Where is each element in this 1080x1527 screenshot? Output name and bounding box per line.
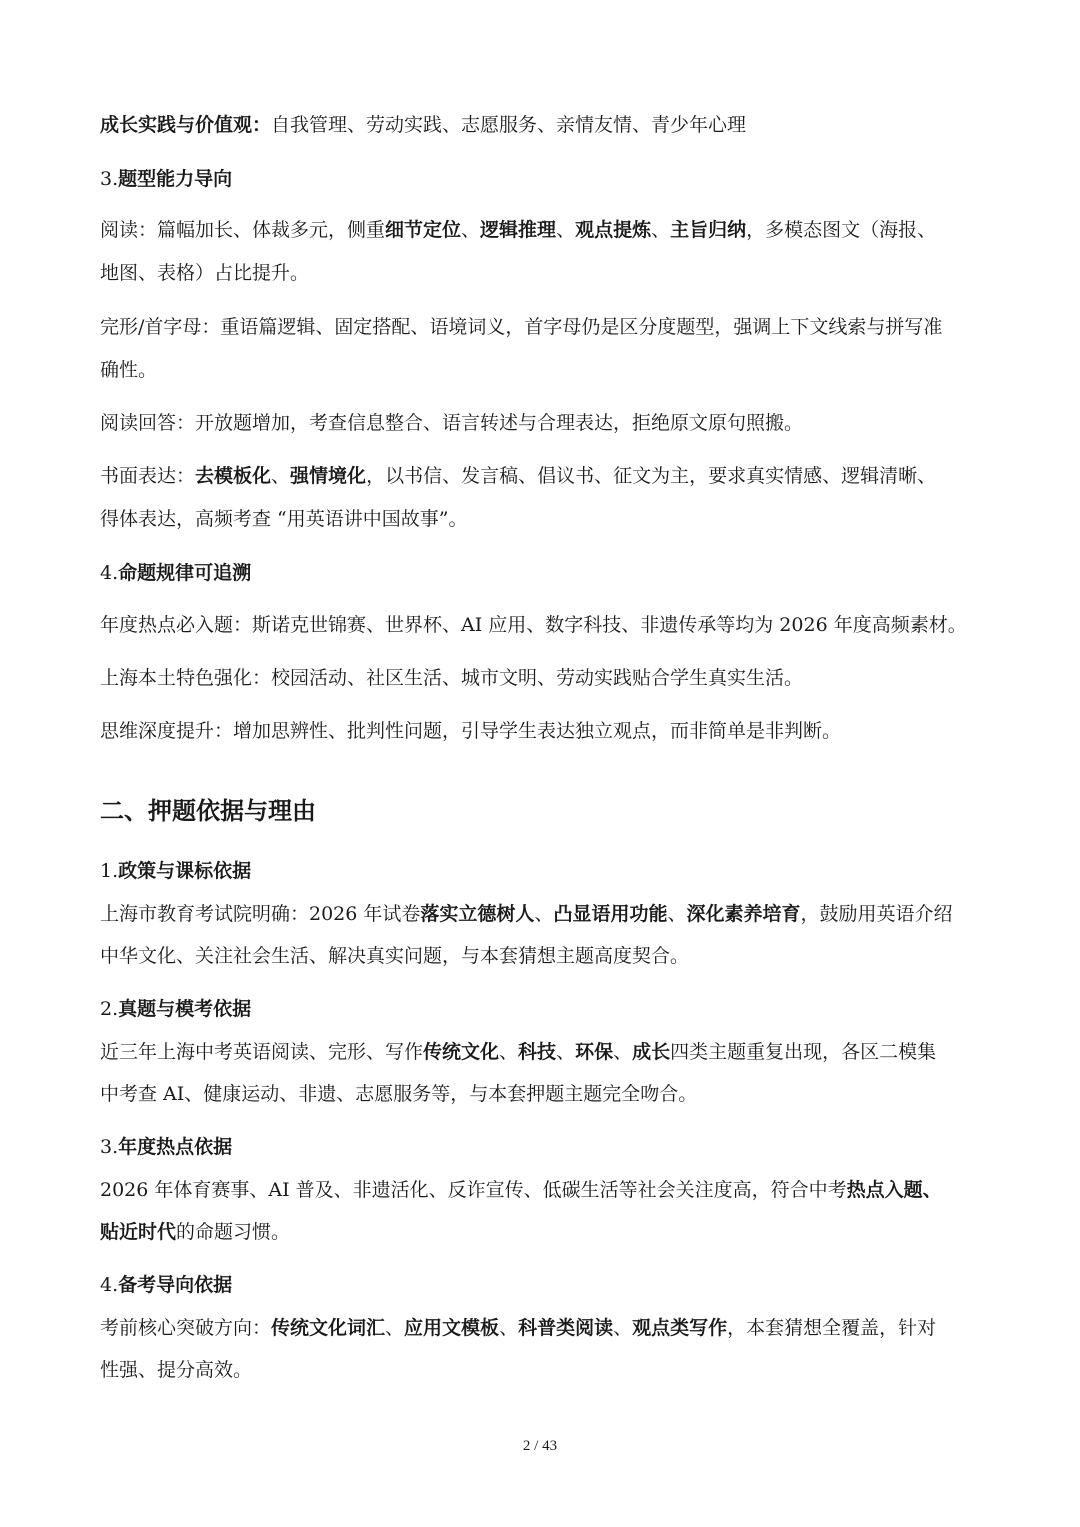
paragraph-policy-line1 (100, 903, 990, 925)
paragraph-cloze-line1: 完形/首字母：重语篇逻辑、固定搭配、语境词义，首字母仍是区分度题型，强调上下文线索与拼写准 (100, 316, 943, 338)
text: 、 (499, 1317, 519, 1339)
text: 自我管理、劳动实践、志愿服务、亲情友情、青少年心理 (271, 114, 747, 136)
paragraph-reading-answer: 阅读回答：开放题增加，考查信息整合、语言转述与合理表达，拒绝原文原句照搬。 (100, 412, 804, 434)
text: 、 (271, 465, 291, 487)
paragraph-growth-values (100, 114, 990, 136)
bold-term: 成长 (632, 1041, 671, 1063)
item-number: 4. (100, 1274, 119, 1296)
paragraph-policy-line2: 中华文化、关注社会生活、解决真实问题，与本套猜想主题高度契合。 (100, 945, 690, 967)
bold-term: 去模板化 (195, 465, 272, 487)
text: 书面表达： (100, 465, 196, 487)
subheading-text: 题型能力导向 (118, 168, 233, 190)
text: 阅读：篇幅加长、体裁多元，侧重 (100, 219, 386, 241)
text: ，多模态图文（海报、 (746, 219, 937, 241)
subheading-text: 年度热点依据 (118, 1136, 233, 1158)
item-number: 1. (100, 860, 119, 882)
bold-label: 成长实践与价值观： (100, 114, 272, 136)
bold-term: 强情境化 (290, 465, 367, 487)
subheading-text: 真题与模考依据 (118, 998, 252, 1020)
paragraph-hotspot-line2 (100, 1221, 990, 1243)
text: ，本套猜想全覆盖，针对 (727, 1317, 937, 1339)
subheading-exam (100, 998, 990, 1020)
item-number: 3. (100, 1136, 119, 1158)
paragraph-cloze-line2: 确性。 (100, 359, 158, 381)
paragraph-reading-line2: 地图、表格）占比提升。 (100, 262, 310, 284)
subheading-pattern (100, 562, 990, 584)
text: ，以书信、发言稿、倡议书、征文为主，要求真实情感、逻辑清晰、 (366, 465, 937, 487)
paragraph-hotspot: 年度热点必入题：斯诺克世锦赛、世界杯、AI 应用、数字科技、非遗传承等均为 2026 年度高频素材。 (100, 614, 967, 636)
subheading-policy (100, 860, 990, 882)
bold-term: 贴近时代 (100, 1221, 177, 1243)
bold-term: 观点类写作 (632, 1317, 728, 1339)
text: ，鼓励用英语介绍 (800, 903, 953, 925)
bold-term: 传统文化 (423, 1041, 500, 1063)
paragraph-exam-line2: 中考查 AI、健康运动、非遗、志愿服务等，与本套押题主题完全吻合。 (100, 1083, 698, 1105)
text: 、 (613, 1041, 633, 1063)
text: 上海市教育考试院明确：2026 年试卷 (100, 903, 421, 925)
text: 、 (556, 1041, 576, 1063)
paragraph-preparation-line2: 性强、提分高效。 (100, 1359, 253, 1381)
subheading-text: 命题规律可追溯 (118, 562, 252, 584)
text: 四类主题重复出现，各区二模集 (670, 1041, 937, 1063)
bold-term: 应用文模板 (404, 1317, 500, 1339)
item-number: 3. (100, 168, 119, 190)
bold-term: 科技 (518, 1041, 557, 1063)
bold-term: 主旨归纳 (670, 219, 747, 241)
paragraph-writing-line2: 得体表达，高频考查 “用英语讲中国故事”。 (100, 508, 468, 530)
text: 、 (667, 903, 687, 925)
bold-term: 科普类阅读 (518, 1317, 614, 1339)
section-heading: 二、押题依据与理由 (100, 796, 316, 825)
text: 、 (613, 1317, 633, 1339)
bold-term: 热点入题、 (846, 1179, 942, 1201)
subheading-hotspot (100, 1136, 990, 1158)
text: 、 (385, 1317, 405, 1339)
text: 2026 年体育赛事、AI 普及、非遗活化、反诈宣传、低碳生活等社会关注度高，符合中考 (100, 1179, 847, 1201)
paragraph-thinking: 思维深度提升：增加思辨性、批判性问题，引导学生表达独立观点，而非简单是非判断。 (100, 720, 842, 742)
bold-term: 传统文化词汇 (271, 1317, 386, 1339)
subheading-question-type (100, 168, 990, 190)
text: 考前核心突破方向： (100, 1317, 272, 1339)
item-number: 2. (100, 998, 119, 1020)
text: 、 (556, 219, 576, 241)
bold-term: 逻辑推理 (480, 219, 557, 241)
bold-term: 落实立德树人 (420, 903, 535, 925)
item-number: 4. (100, 562, 119, 584)
bold-term: 细节定位 (385, 219, 462, 241)
subheading-preparation (100, 1274, 990, 1296)
paragraph-exam-line1 (100, 1041, 990, 1063)
paragraph-reading-line1 (100, 219, 990, 241)
bold-term: 环保 (575, 1041, 614, 1063)
paragraph-shanghai: 上海本土特色强化：校园活动、社区生活、城市文明、劳动实践贴合学生真实生活。 (100, 667, 804, 689)
subheading-text: 备考导向依据 (118, 1274, 233, 1296)
text: 的命题习惯。 (176, 1221, 291, 1243)
paragraph-hotspot-line1 (100, 1179, 990, 1201)
text: 、 (461, 219, 481, 241)
paragraph-writing-line1 (100, 465, 990, 487)
paragraph-preparation-line1 (100, 1317, 990, 1339)
text: 、 (651, 219, 671, 241)
text: 、 (499, 1041, 519, 1063)
bold-term: 深化素养培育 (686, 903, 801, 925)
subheading-text: 政策与课标依据 (118, 860, 252, 882)
text: 、 (534, 903, 554, 925)
page-number: 2 / 43 (522, 1438, 558, 1454)
bold-term: 凸显语用功能 (553, 903, 668, 925)
text: 近三年上海中考英语阅读、完形、写作 (100, 1041, 424, 1063)
bold-term: 观点提炼 (575, 219, 652, 241)
